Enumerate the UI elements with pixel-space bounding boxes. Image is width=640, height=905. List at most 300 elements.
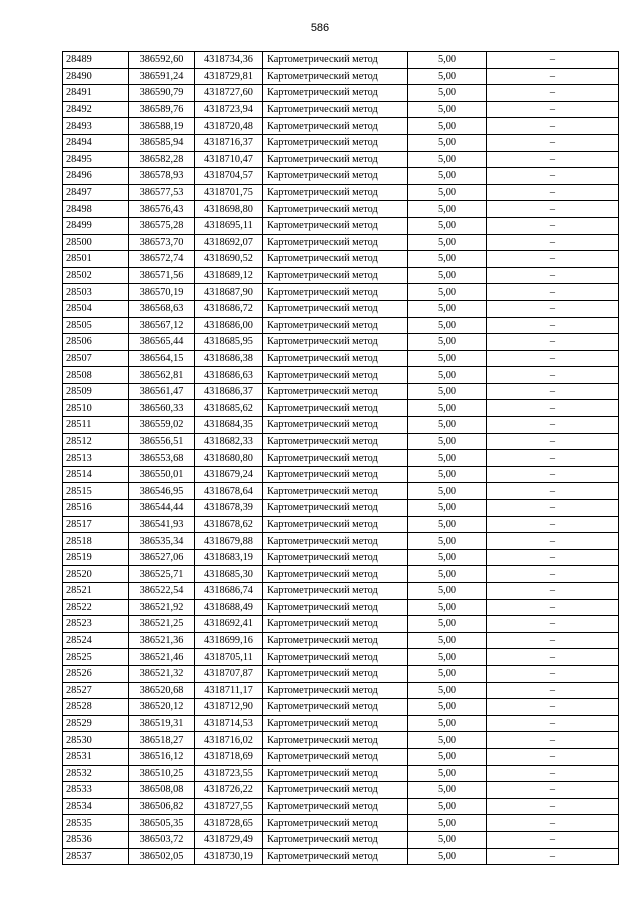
point-number-cell: 28534 — [63, 798, 129, 815]
x-coordinate-cell: 386518,27 — [129, 732, 195, 749]
method-cell: Картометрический метод — [263, 483, 408, 500]
table-row — [63, 765, 619, 782]
coordinates-table — [62, 51, 619, 865]
point-number-cell: 28496 — [63, 168, 129, 185]
table-row — [63, 483, 619, 500]
accuracy-cell: 5,00 — [408, 217, 487, 234]
table-row — [63, 516, 619, 533]
accuracy-cell: 5,00 — [408, 450, 487, 467]
point-number-cell: 28489 — [63, 52, 129, 69]
point-number-cell: 28537 — [63, 848, 129, 865]
table-row — [63, 450, 619, 467]
table-row — [63, 68, 619, 85]
method-cell: Картометрический метод — [263, 433, 408, 450]
note-cell: – — [487, 417, 619, 434]
table-row — [63, 699, 619, 716]
accuracy-cell: 5,00 — [408, 300, 487, 317]
table-row — [63, 748, 619, 765]
x-coordinate-cell: 386576,43 — [129, 201, 195, 218]
point-number-cell: 28517 — [63, 516, 129, 533]
y-coordinate-cell: 4318705,11 — [195, 649, 263, 666]
y-coordinate-cell: 4318682,33 — [195, 433, 263, 450]
method-cell: Картометрический метод — [263, 151, 408, 168]
accuracy-cell: 5,00 — [408, 68, 487, 85]
point-number-cell: 28528 — [63, 699, 129, 716]
point-number-cell: 28493 — [63, 118, 129, 135]
table-row — [63, 665, 619, 682]
method-cell: Картометрический метод — [263, 715, 408, 732]
method-cell: Картометрический метод — [263, 848, 408, 865]
table-row — [63, 317, 619, 334]
note-cell: – — [487, 533, 619, 550]
accuracy-cell: 5,00 — [408, 400, 487, 417]
table-row — [63, 400, 619, 417]
table-row — [63, 549, 619, 566]
method-cell: Картометрический метод — [263, 184, 408, 201]
y-coordinate-cell: 4318686,00 — [195, 317, 263, 334]
method-cell: Картометрический метод — [263, 118, 408, 135]
table-row — [63, 616, 619, 633]
accuracy-cell: 5,00 — [408, 284, 487, 301]
accuracy-cell: 5,00 — [408, 632, 487, 649]
note-cell: – — [487, 267, 619, 284]
point-number-cell: 28490 — [63, 68, 129, 85]
note-cell: – — [487, 549, 619, 566]
accuracy-cell: 5,00 — [408, 831, 487, 848]
note-cell: – — [487, 831, 619, 848]
y-coordinate-cell: 4318712,90 — [195, 699, 263, 716]
point-number-cell: 28509 — [63, 383, 129, 400]
point-number-cell: 28492 — [63, 101, 129, 118]
note-cell: – — [487, 566, 619, 583]
point-number-cell: 28526 — [63, 665, 129, 682]
accuracy-cell: 5,00 — [408, 665, 487, 682]
y-coordinate-cell: 4318729,49 — [195, 831, 263, 848]
point-number-cell: 28505 — [63, 317, 129, 334]
y-coordinate-cell: 4318734,36 — [195, 52, 263, 69]
point-number-cell: 28499 — [63, 217, 129, 234]
y-coordinate-cell: 4318688,49 — [195, 599, 263, 616]
method-cell: Картометрический метод — [263, 284, 408, 301]
point-number-cell: 28501 — [63, 251, 129, 268]
x-coordinate-cell: 386544,44 — [129, 500, 195, 517]
y-coordinate-cell: 4318683,19 — [195, 549, 263, 566]
table-row — [63, 566, 619, 583]
accuracy-cell: 5,00 — [408, 533, 487, 550]
y-coordinate-cell: 4318692,07 — [195, 234, 263, 251]
note-cell: – — [487, 798, 619, 815]
note-cell: – — [487, 217, 619, 234]
x-coordinate-cell: 386575,28 — [129, 217, 195, 234]
accuracy-cell: 5,00 — [408, 251, 487, 268]
point-number-cell: 28519 — [63, 549, 129, 566]
accuracy-cell: 5,00 — [408, 101, 487, 118]
note-cell: – — [487, 101, 619, 118]
y-coordinate-cell: 4318710,47 — [195, 151, 263, 168]
method-cell: Картометрический метод — [263, 450, 408, 467]
note-cell: – — [487, 632, 619, 649]
note-cell: – — [487, 665, 619, 682]
y-coordinate-cell: 4318727,60 — [195, 85, 263, 102]
note-cell: – — [487, 317, 619, 334]
table-row — [63, 300, 619, 317]
point-number-cell: 28536 — [63, 831, 129, 848]
accuracy-cell: 5,00 — [408, 168, 487, 185]
accuracy-cell: 5,00 — [408, 417, 487, 434]
method-cell: Картометрический метод — [263, 417, 408, 434]
y-coordinate-cell: 4318723,55 — [195, 765, 263, 782]
y-coordinate-cell: 4318716,37 — [195, 134, 263, 151]
x-coordinate-cell: 386522,54 — [129, 583, 195, 600]
table-row — [63, 599, 619, 616]
table-row — [63, 533, 619, 550]
x-coordinate-cell: 386527,06 — [129, 549, 195, 566]
note-cell: – — [487, 682, 619, 699]
accuracy-cell: 5,00 — [408, 500, 487, 517]
y-coordinate-cell: 4318718,69 — [195, 748, 263, 765]
x-coordinate-cell: 386590,79 — [129, 85, 195, 102]
note-cell: – — [487, 765, 619, 782]
method-cell: Картометрический метод — [263, 350, 408, 367]
x-coordinate-cell: 386535,34 — [129, 533, 195, 550]
y-coordinate-cell: 4318685,30 — [195, 566, 263, 583]
point-number-cell: 28503 — [63, 284, 129, 301]
x-coordinate-cell: 386521,32 — [129, 665, 195, 682]
method-cell: Картометрический метод — [263, 234, 408, 251]
method-cell: Картометрический метод — [263, 831, 408, 848]
note-cell: – — [487, 350, 619, 367]
y-coordinate-cell: 4318711,17 — [195, 682, 263, 699]
note-cell: – — [487, 251, 619, 268]
method-cell: Картометрический метод — [263, 732, 408, 749]
table-row — [63, 85, 619, 102]
table-row — [63, 367, 619, 384]
note-cell: – — [487, 715, 619, 732]
x-coordinate-cell: 386505,35 — [129, 815, 195, 832]
table-row — [63, 417, 619, 434]
table-row — [63, 151, 619, 168]
y-coordinate-cell: 4318690,52 — [195, 251, 263, 268]
accuracy-cell: 5,00 — [408, 466, 487, 483]
y-coordinate-cell: 4318728,65 — [195, 815, 263, 832]
method-cell: Картометрический метод — [263, 748, 408, 765]
accuracy-cell: 5,00 — [408, 367, 487, 384]
y-coordinate-cell: 4318686,38 — [195, 350, 263, 367]
table-row — [63, 334, 619, 351]
method-cell: Картометрический метод — [263, 500, 408, 517]
note-cell: – — [487, 383, 619, 400]
x-coordinate-cell: 386541,93 — [129, 516, 195, 533]
point-number-cell: 28504 — [63, 300, 129, 317]
x-coordinate-cell: 386562,81 — [129, 367, 195, 384]
x-coordinate-cell: 386520,12 — [129, 699, 195, 716]
y-coordinate-cell: 4318679,88 — [195, 533, 263, 550]
x-coordinate-cell: 386553,68 — [129, 450, 195, 467]
table-row — [63, 798, 619, 815]
table-row — [63, 466, 619, 483]
x-coordinate-cell: 386560,33 — [129, 400, 195, 417]
table-row — [63, 134, 619, 151]
method-cell: Картометрический метод — [263, 632, 408, 649]
accuracy-cell: 5,00 — [408, 134, 487, 151]
x-coordinate-cell: 386591,24 — [129, 68, 195, 85]
x-coordinate-cell: 386521,46 — [129, 649, 195, 666]
point-number-cell: 28520 — [63, 566, 129, 583]
note-cell: – — [487, 334, 619, 351]
point-number-cell: 28525 — [63, 649, 129, 666]
note-cell: – — [487, 450, 619, 467]
method-cell: Картометрический метод — [263, 566, 408, 583]
point-number-cell: 28494 — [63, 134, 129, 151]
accuracy-cell: 5,00 — [408, 433, 487, 450]
table-row — [63, 184, 619, 201]
point-number-cell: 28500 — [63, 234, 129, 251]
x-coordinate-cell: 386521,92 — [129, 599, 195, 616]
note-cell: – — [487, 168, 619, 185]
method-cell: Картометрический метод — [263, 317, 408, 334]
note-cell: – — [487, 234, 619, 251]
x-coordinate-cell: 386506,82 — [129, 798, 195, 815]
y-coordinate-cell: 4318678,62 — [195, 516, 263, 533]
y-coordinate-cell: 4318686,72 — [195, 300, 263, 317]
x-coordinate-cell: 386510,25 — [129, 765, 195, 782]
method-cell: Картометрический метод — [263, 251, 408, 268]
accuracy-cell: 5,00 — [408, 184, 487, 201]
note-cell: – — [487, 649, 619, 666]
y-coordinate-cell: 4318695,11 — [195, 217, 263, 234]
accuracy-cell: 5,00 — [408, 52, 487, 69]
note-cell: – — [487, 284, 619, 301]
note-cell: – — [487, 616, 619, 633]
point-number-cell: 28535 — [63, 815, 129, 832]
y-coordinate-cell: 4318730,19 — [195, 848, 263, 865]
point-number-cell: 28530 — [63, 732, 129, 749]
point-number-cell: 28533 — [63, 782, 129, 799]
table-row — [63, 433, 619, 450]
note-cell: – — [487, 500, 619, 517]
y-coordinate-cell: 4318701,75 — [195, 184, 263, 201]
accuracy-cell: 5,00 — [408, 583, 487, 600]
x-coordinate-cell: 386503,72 — [129, 831, 195, 848]
accuracy-cell: 5,00 — [408, 383, 487, 400]
note-cell: – — [487, 52, 619, 69]
accuracy-cell: 5,00 — [408, 566, 487, 583]
note-cell: – — [487, 599, 619, 616]
point-number-cell: 28511 — [63, 417, 129, 434]
point-number-cell: 28521 — [63, 583, 129, 600]
method-cell: Картометрический метод — [263, 68, 408, 85]
method-cell: Картометрический метод — [263, 699, 408, 716]
accuracy-cell: 5,00 — [408, 234, 487, 251]
table-row — [63, 234, 619, 251]
table-row — [63, 848, 619, 865]
x-coordinate-cell: 386589,76 — [129, 101, 195, 118]
point-number-cell: 28510 — [63, 400, 129, 417]
x-coordinate-cell: 386565,44 — [129, 334, 195, 351]
note-cell: – — [487, 466, 619, 483]
x-coordinate-cell: 386520,68 — [129, 682, 195, 699]
x-coordinate-cell: 386521,36 — [129, 632, 195, 649]
x-coordinate-cell: 386564,15 — [129, 350, 195, 367]
accuracy-cell: 5,00 — [408, 798, 487, 815]
y-coordinate-cell: 4318679,24 — [195, 466, 263, 483]
table-row — [63, 831, 619, 848]
table-row — [63, 267, 619, 284]
x-coordinate-cell: 386585,94 — [129, 134, 195, 151]
point-number-cell: 28497 — [63, 184, 129, 201]
table-row — [63, 350, 619, 367]
accuracy-cell: 5,00 — [408, 682, 487, 699]
point-number-cell: 28518 — [63, 533, 129, 550]
y-coordinate-cell: 4318698,80 — [195, 201, 263, 218]
table-row — [63, 251, 619, 268]
method-cell: Картометрический метод — [263, 599, 408, 616]
x-coordinate-cell: 386561,47 — [129, 383, 195, 400]
table-row — [63, 583, 619, 600]
x-coordinate-cell: 386571,56 — [129, 267, 195, 284]
table-row — [63, 682, 619, 699]
y-coordinate-cell: 4318720,48 — [195, 118, 263, 135]
accuracy-cell: 5,00 — [408, 732, 487, 749]
table-row — [63, 52, 619, 69]
method-cell: Картометрический метод — [263, 400, 408, 417]
method-cell: Картометрический метод — [263, 300, 408, 317]
y-coordinate-cell: 4318723,94 — [195, 101, 263, 118]
point-number-cell: 28529 — [63, 715, 129, 732]
point-number-cell: 28527 — [63, 682, 129, 699]
method-cell: Картометрический метод — [263, 383, 408, 400]
note-cell: – — [487, 118, 619, 135]
table-row — [63, 715, 619, 732]
point-number-cell: 28507 — [63, 350, 129, 367]
note-cell: – — [487, 134, 619, 151]
x-coordinate-cell: 386521,25 — [129, 616, 195, 633]
y-coordinate-cell: 4318686,74 — [195, 583, 263, 600]
y-coordinate-cell: 4318704,57 — [195, 168, 263, 185]
y-coordinate-cell: 4318729,81 — [195, 68, 263, 85]
x-coordinate-cell: 386567,12 — [129, 317, 195, 334]
accuracy-cell: 5,00 — [408, 815, 487, 832]
method-cell: Картометрический метод — [263, 516, 408, 533]
accuracy-cell: 5,00 — [408, 782, 487, 799]
method-cell: Картометрический метод — [263, 533, 408, 550]
table-row — [63, 649, 619, 666]
y-coordinate-cell: 4318726,22 — [195, 782, 263, 799]
x-coordinate-cell: 386525,71 — [129, 566, 195, 583]
accuracy-cell: 5,00 — [408, 549, 487, 566]
x-coordinate-cell: 386568,63 — [129, 300, 195, 317]
note-cell: – — [487, 848, 619, 865]
method-cell: Картометрический метод — [263, 168, 408, 185]
note-cell: – — [487, 68, 619, 85]
x-coordinate-cell: 386592,60 — [129, 52, 195, 69]
accuracy-cell: 5,00 — [408, 699, 487, 716]
method-cell: Картометрический метод — [263, 798, 408, 815]
y-coordinate-cell: 4318716,02 — [195, 732, 263, 749]
x-coordinate-cell: 386559,02 — [129, 417, 195, 434]
accuracy-cell: 5,00 — [408, 350, 487, 367]
point-number-cell: 28516 — [63, 500, 129, 517]
note-cell: – — [487, 782, 619, 799]
x-coordinate-cell: 386556,51 — [129, 433, 195, 450]
point-number-cell: 28522 — [63, 599, 129, 616]
y-coordinate-cell: 4318678,64 — [195, 483, 263, 500]
y-coordinate-cell: 4318686,37 — [195, 383, 263, 400]
accuracy-cell: 5,00 — [408, 516, 487, 533]
method-cell: Картометрический метод — [263, 134, 408, 151]
method-cell: Картометрический метод — [263, 616, 408, 633]
y-coordinate-cell: 4318684,35 — [195, 417, 263, 434]
point-number-cell: 28513 — [63, 450, 129, 467]
method-cell: Картометрический метод — [263, 101, 408, 118]
note-cell: – — [487, 184, 619, 201]
y-coordinate-cell: 4318692,41 — [195, 616, 263, 633]
point-number-cell: 28532 — [63, 765, 129, 782]
accuracy-cell: 5,00 — [408, 848, 487, 865]
note-cell: – — [487, 516, 619, 533]
x-coordinate-cell: 386577,53 — [129, 184, 195, 201]
method-cell: Картометрический метод — [263, 201, 408, 218]
table-row — [63, 284, 619, 301]
point-number-cell: 28512 — [63, 433, 129, 450]
method-cell: Картометрический метод — [263, 217, 408, 234]
note-cell: – — [487, 151, 619, 168]
point-number-cell: 28495 — [63, 151, 129, 168]
method-cell: Картометрический метод — [263, 682, 408, 699]
note-cell: – — [487, 732, 619, 749]
method-cell: Картометрический метод — [263, 665, 408, 682]
method-cell: Картометрический метод — [263, 85, 408, 102]
x-coordinate-cell: 386573,70 — [129, 234, 195, 251]
point-number-cell: 28515 — [63, 483, 129, 500]
x-coordinate-cell: 386572,74 — [129, 251, 195, 268]
y-coordinate-cell: 4318685,95 — [195, 334, 263, 351]
y-coordinate-cell: 4318689,12 — [195, 267, 263, 284]
method-cell: Картометрический метод — [263, 334, 408, 351]
x-coordinate-cell: 386588,19 — [129, 118, 195, 135]
note-cell: – — [487, 433, 619, 450]
note-cell: – — [487, 300, 619, 317]
x-coordinate-cell: 386502,05 — [129, 848, 195, 865]
accuracy-cell: 5,00 — [408, 599, 487, 616]
method-cell: Картометрический метод — [263, 549, 408, 566]
accuracy-cell: 5,00 — [408, 118, 487, 135]
accuracy-cell: 5,00 — [408, 267, 487, 284]
y-coordinate-cell: 4318707,87 — [195, 665, 263, 682]
method-cell: Картометрический метод — [263, 765, 408, 782]
point-number-cell: 28502 — [63, 267, 129, 284]
note-cell: – — [487, 699, 619, 716]
y-coordinate-cell: 4318714,53 — [195, 715, 263, 732]
method-cell: Картометрический метод — [263, 367, 408, 384]
x-coordinate-cell: 386516,12 — [129, 748, 195, 765]
x-coordinate-cell: 386546,95 — [129, 483, 195, 500]
table-row — [63, 782, 619, 799]
point-number-cell: 28523 — [63, 616, 129, 633]
point-number-cell: 28531 — [63, 748, 129, 765]
method-cell: Картометрический метод — [263, 52, 408, 69]
note-cell: – — [487, 400, 619, 417]
table-row — [63, 383, 619, 400]
method-cell: Картометрический метод — [263, 267, 408, 284]
x-coordinate-cell: 386519,31 — [129, 715, 195, 732]
x-coordinate-cell: 386550,01 — [129, 466, 195, 483]
table-row — [63, 201, 619, 218]
point-number-cell: 28498 — [63, 201, 129, 218]
accuracy-cell: 5,00 — [408, 616, 487, 633]
y-coordinate-cell: 4318687,90 — [195, 284, 263, 301]
accuracy-cell: 5,00 — [408, 765, 487, 782]
